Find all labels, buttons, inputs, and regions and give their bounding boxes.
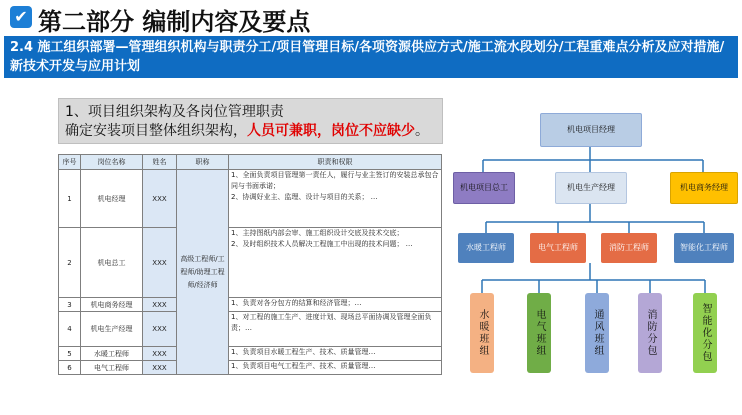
org-node-level2: 机电生产经理: [555, 172, 627, 204]
cell-name: XXX: [143, 298, 177, 312]
cell-duty: 1、负责对各分包方的结算和经济管理；…: [229, 298, 442, 312]
table-row: [59, 312, 442, 347]
cell-name: XXX: [143, 170, 177, 228]
org-node-level3: 智能化工程师: [674, 233, 734, 263]
org-node-level3: 消防工程师: [601, 233, 657, 263]
table-row: [59, 170, 442, 228]
org-node-level3: 水暖工程师: [458, 233, 514, 263]
cell-name: XXX: [143, 361, 177, 375]
col-header: 姓名: [143, 155, 177, 170]
cell-name: XXX: [143, 228, 177, 298]
cell-duty: 1、负责项目水暖工程生产、技术、质量管理…: [229, 347, 442, 361]
org-node-level4: 电气班组: [527, 293, 551, 373]
cell-no: 1: [59, 170, 81, 228]
intro-emphasis: 人员可兼职，岗位不应缺少: [247, 123, 415, 139]
cell-no: 4: [59, 312, 81, 347]
intro-suffix: 。: [415, 123, 429, 139]
cell-name: XXX: [143, 347, 177, 361]
org-node-level4: 消防分包: [638, 293, 662, 373]
col-header: 职责和权限: [229, 155, 442, 170]
page-title: 第二部分 编制内容及要点: [38, 7, 311, 36]
org-node-level3: 电气工程师: [530, 233, 586, 263]
org-node-level2: 机电项目总工: [453, 172, 515, 204]
org-node-level4: 水暖班组: [470, 293, 494, 373]
org-chart: [440, 105, 742, 405]
cell-post: 机电总工: [81, 228, 143, 298]
cell-no: 6: [59, 361, 81, 375]
intro-prefix: 确定安装项目整体组织架构，: [65, 123, 247, 139]
cell-post: 电气工程师: [81, 361, 143, 375]
table-row: [59, 298, 442, 312]
col-header: 序号: [59, 155, 81, 170]
section-banner: [4, 36, 738, 78]
table-row: [59, 361, 442, 375]
org-node-top: 机电项目经理: [540, 113, 642, 147]
section-subtitle: 2.4 施工组织部署—管理组织机构与职责分工/项目管理目标/各项资源供应方式/施工流水段划分/工程重难点分析及应对措施/新技术开发与应用计划: [10, 40, 725, 74]
table-header-row: [59, 155, 442, 170]
cell-post: 机电商务经理: [81, 298, 143, 312]
col-header: 职称: [177, 155, 229, 170]
table-row: [59, 347, 442, 361]
intro-heading: 1、项目组织架构及各岗位管理职责: [65, 104, 284, 120]
cell-duty: 1、对工程的施工生产、进度计划、现场总平面协调及管理全面负责；…: [229, 312, 442, 347]
cell-title-merged: 高级工程师/工程师/助理工程师/经济师: [177, 170, 229, 375]
cell-no: 3: [59, 298, 81, 312]
intro-text: [65, 120, 429, 140]
intro-box: [58, 98, 443, 144]
cell-name: XXX: [143, 312, 177, 347]
table-row: [59, 228, 442, 298]
col-header: 岗位名称: [81, 155, 143, 170]
title-bar: [0, 0, 742, 34]
cell-duty: 1、负责项目电气工程生产、技术、质量管理…: [229, 361, 442, 375]
org-node-level2: 机电商务经理: [670, 172, 738, 204]
cell-duty: 1、主持图纸内部会审、施工组织设计交底及技术交底； 2、及时组织技术人员解决工程施工中出现的技术问题； …: [229, 228, 442, 298]
org-node-level4: 智能化分包: [693, 293, 717, 373]
cell-no: 2: [59, 228, 81, 298]
cell-post: 水暖工程师: [81, 347, 143, 361]
org-node-level4: 通风班组: [585, 293, 609, 373]
cell-duty: 1、全面负责项目管理第一责任人，履行与业主签订的安装总承包合同与书面承诺； 2、协调好业主、监理、设计与项目的关系； …: [229, 170, 442, 228]
cell-no: 5: [59, 347, 81, 361]
cell-post: 机电经理: [81, 170, 143, 228]
checkmark-icon: ✔: [10, 6, 32, 28]
responsibility-table: [58, 154, 442, 375]
cell-post: 机电生产经理: [81, 312, 143, 347]
